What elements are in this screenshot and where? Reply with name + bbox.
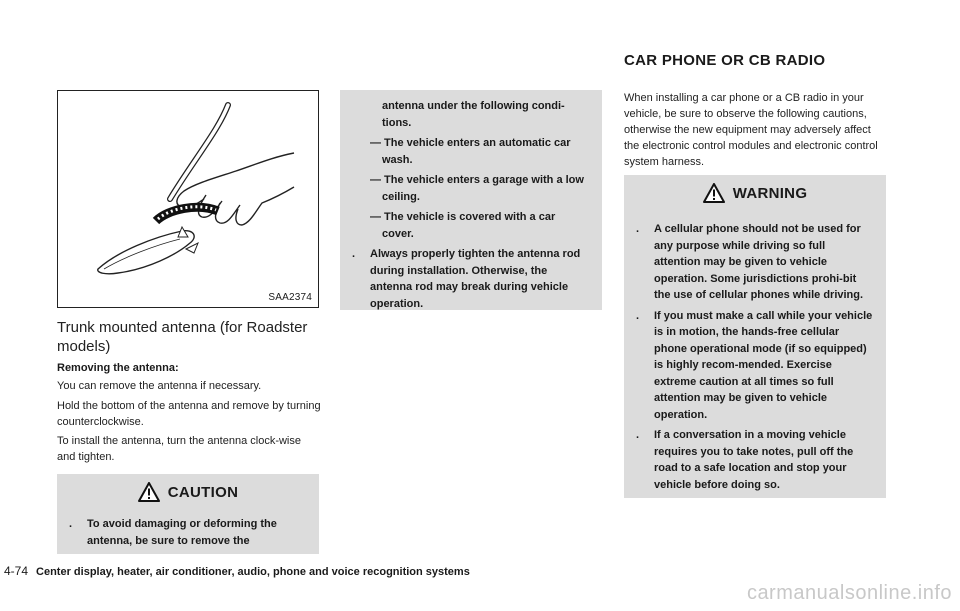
warning-bullet: . A cellular phone should not be used for any purpose while driving so full attention may be given to vehicle operation. Some jurisdictions prohi-bit the use of cellular phones while driving. [636,223,864,301]
removing-label: Removing the antenna: [57,362,179,374]
bullet-marker: . [352,248,356,260]
caution-panel-continued [340,90,602,310]
warning-panel [624,175,886,498]
caution-bullet: . Always properly tighten the antenna rod during installation. Otherwise, the antenna rod may break during vehicle operation. [352,248,581,310]
caution-title: CAUTION [167,483,239,501]
paragraph-3: To install the antenna, turn the antenna clock-wise and tighten. [57,435,301,463]
warning-bullet: . If you must make a call while your vehicle is in motion, the hands-free cellular phone operational mode (if so equipped) is highly recom-mended. Exercise extreme caution at all times so full attention may be given to vehicle operation. [636,309,873,421]
bullet-marker: . [636,223,640,235]
antenna-figure [57,90,319,308]
caution-bullet: . To avoid damaging or deforming the antenna, be sure to remove the [69,518,277,547]
bullet-marker: . [636,429,640,441]
bullet-marker: . [69,518,73,530]
caution-dash-item: — The vehicle enters an automatic car wash. [370,137,571,166]
caution-dash-item: — The vehicle enters a garage with a low ceiling. [370,174,584,203]
page-number: 4-74 [4,564,29,578]
warning-bullet: . If a conversation in a moving vehicle requires you to take notes, pull off the road to a safe location and stop your vehicle before doing so. [636,429,854,491]
paragraph-1: You can remove the antenna if necessary. [57,380,262,392]
section-title: CAR PHONE OR CB RADIO [624,52,826,69]
warning-header [624,175,886,211]
caution-panel [57,474,319,554]
warning-triangle-icon [138,482,160,502]
paragraph-2: Hold the bottom of the antenna and remove by turning counterclockwise. [57,400,321,428]
caution-dash-item: — The vehicle is covered with a car cover. [370,211,556,240]
subheading: Trunk mounted antenna (for Roadster models) [57,319,308,355]
watermark: carmanualsonline.info [746,582,952,604]
page-footer [4,564,470,578]
intro-paragraph: When installing a car phone or a CB radio in your vehicle, be sure to observe the following cautions, otherwise the new equipment may adversely affect the electronic control modules and electronic control system harness. [624,92,878,168]
caution-continuation: antenna under the following condi-tions. [382,100,565,129]
warning-triangle-icon [703,183,725,203]
warning-title: WARNING [732,184,808,202]
caution-header [57,474,319,510]
figure-id: SAA2374 [268,292,312,303]
hand-removing-antenna-illustration [58,91,320,309]
bullet-marker: . [636,309,640,322]
footer-text: Center display, heater, air conditioner, audio, phone and voice recognition systems [36,566,470,578]
